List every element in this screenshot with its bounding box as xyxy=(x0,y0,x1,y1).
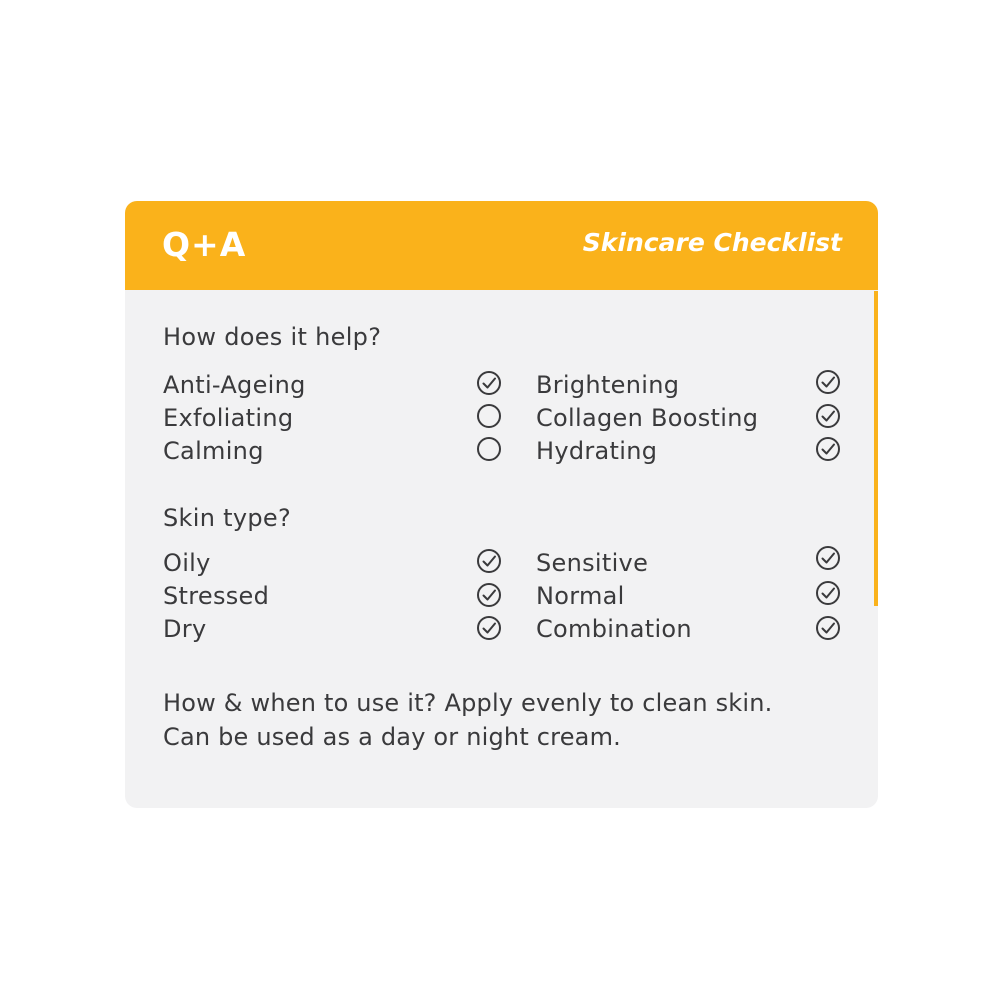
skin-type-label-stressed: Stressed xyxy=(163,582,270,610)
checked-circle-icon[interactable] xyxy=(814,368,842,396)
empty-circle-icon[interactable] xyxy=(475,402,503,430)
checked-circle-icon[interactable] xyxy=(814,614,842,642)
benefit-label-hydrating: Hydrating xyxy=(536,437,658,465)
accent-edge xyxy=(874,291,878,606)
usage-instructions: How & when to use it? Apply evenly to clean skin. Can be used as a day or night cream. xyxy=(163,689,773,751)
skin-type-label-combination: Combination xyxy=(536,615,692,643)
checked-circle-icon[interactable] xyxy=(814,544,842,572)
brand-logo: Q+A xyxy=(162,225,247,264)
empty-circle-icon[interactable] xyxy=(475,435,503,463)
checked-circle-icon[interactable] xyxy=(814,402,842,430)
skin-type-label-normal: Normal xyxy=(536,582,625,610)
checked-circle-icon[interactable] xyxy=(814,579,842,607)
benefit-label-exfoliating: Exfoliating xyxy=(163,404,294,432)
skin-type-heading: Skin type? xyxy=(163,504,291,532)
checked-circle-icon[interactable] xyxy=(475,369,503,397)
checked-circle-icon[interactable] xyxy=(814,435,842,463)
checklist-card xyxy=(125,201,878,808)
checked-circle-icon[interactable] xyxy=(475,581,503,609)
skin-type-label-dry: Dry xyxy=(163,615,207,643)
skin-type-label-oily: Oily xyxy=(163,549,211,577)
benefits-heading: How does it help? xyxy=(163,323,382,351)
skin-type-label-sensitive: Sensitive xyxy=(536,549,649,577)
checked-circle-icon[interactable] xyxy=(475,614,503,642)
card-title: Skincare Checklist xyxy=(582,228,842,257)
benefit-label-anti-ageing: Anti-Ageing xyxy=(163,371,306,399)
checked-circle-icon[interactable] xyxy=(475,547,503,575)
benefit-label-brightening: Brightening xyxy=(536,371,680,399)
benefit-label-calming: Calming xyxy=(163,437,264,465)
benefit-label-collagen-boosting: Collagen Boosting xyxy=(536,404,759,432)
card-header xyxy=(125,201,878,290)
